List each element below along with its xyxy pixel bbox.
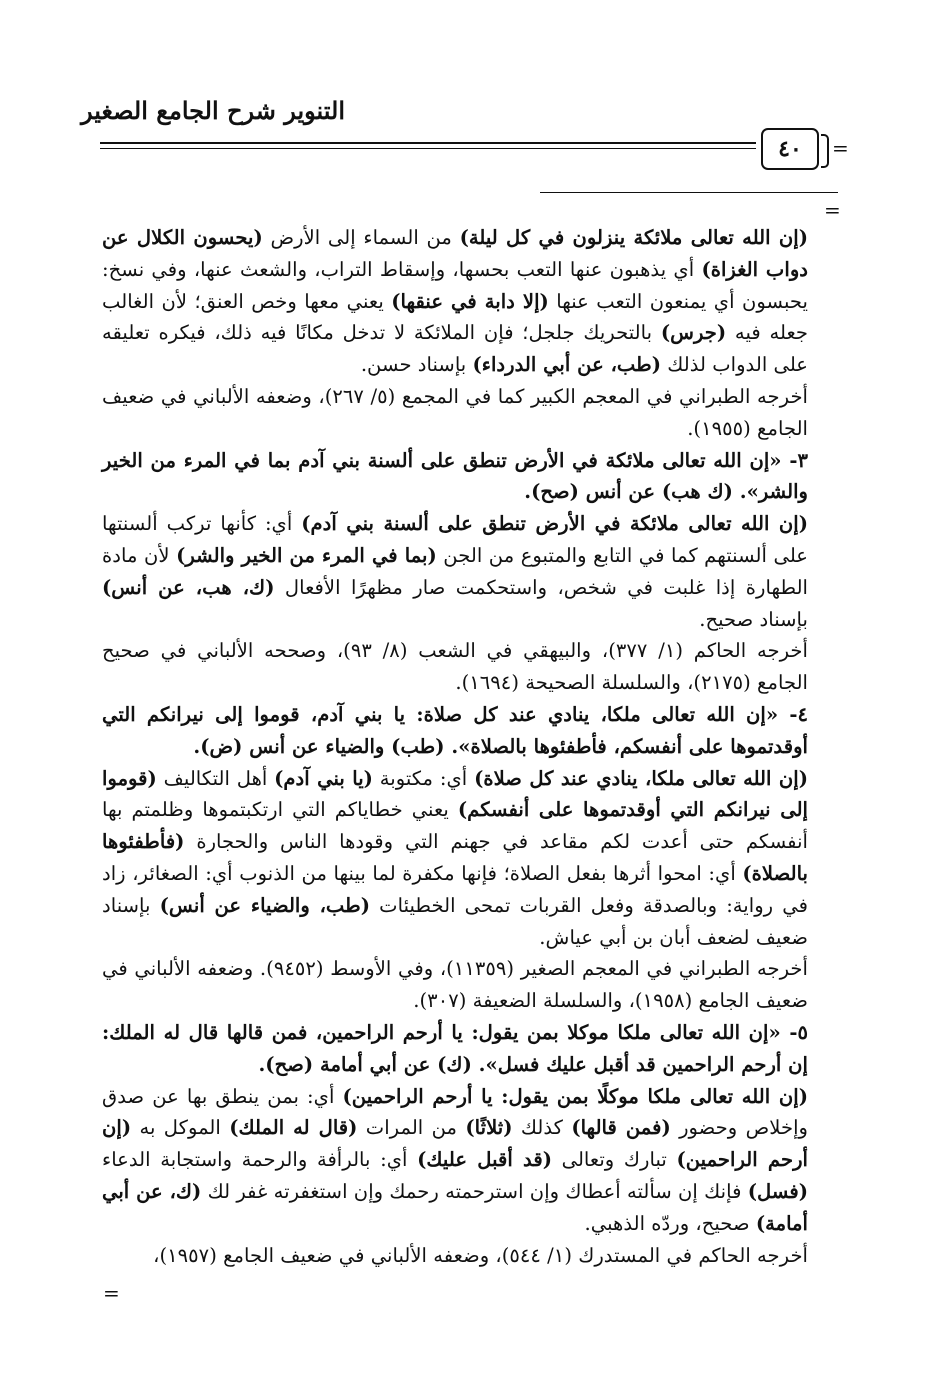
hadith-quote: (يحسون الكلال عن دواب الغزاة)	[102, 226, 809, 281]
commentary-span: بإسناد ضعيف لضعف أبان بن أبي عياش.	[102, 893, 808, 949]
commentary-span: أهل التكاليف	[156, 766, 275, 790]
hadith-quote: (ك، هب، عن أنس)	[102, 575, 275, 599]
text-paragraph	[102, 699, 808, 763]
footer-continuation-mark: =	[103, 1281, 120, 1305]
hadith-quote: (إن الله تعالى ملكا، ينادي عند كل صلاة)	[474, 766, 808, 790]
hadith-quote: (قد أقبل عليك)	[417, 1148, 552, 1172]
text-paragraph	[102, 953, 808, 1017]
header-rule-bottom	[100, 148, 756, 149]
commentary-span: من السماء إلى الأرض	[262, 226, 460, 249]
header-continuation-mark: =	[832, 136, 849, 160]
top-continuation-mark: =	[824, 198, 841, 222]
header-rule-top	[100, 142, 756, 144]
hadith-quote: (إن الله تعالى ملائكة في الأرض تنطق على ألسنة بني آدم)	[301, 512, 808, 536]
commentary-span: بإسناد صحيح.	[699, 607, 808, 631]
commentary-span: بإسناد حسن.	[360, 353, 473, 377]
hadith-quote: (بما في المرء من الخير والشر)	[176, 543, 437, 567]
hadith-quote: (فسل)	[747, 1179, 808, 1203]
text-paragraph	[102, 222, 808, 381]
hadith-quote: (إن أرحم الراحمين)	[102, 1116, 808, 1172]
commentary-span: يعني معها وخص العنق؛ لأن الغالب جعله فيه	[102, 289, 809, 345]
commentary-span: أي: بمن ينطق بها عن صدق وإخلاص وحضور	[102, 1084, 809, 1140]
commentary-span: يعني خطاياكم التي ارتكبتموها وظلمتم بها أنفسكم حتى أعدت لكم مقاعد في جهنم التي وقودها الناس والحجارة	[102, 798, 808, 854]
text-paragraph	[102, 1081, 808, 1240]
commentary-span: أي: كأنها تركب ألسنتها على ألسنتهم كما في التابع والمتبوع من الجن	[102, 512, 808, 567]
hadith-quote: ٥- «إن الله تعالى ملكا موكلا بمن يقول: يا أرحم الراحمين، فمن قالها قال له الملك: إن أرحم الراحمين قد أقبل عليك فسل». (ك) عن أبي أمامة (صح).	[102, 1020, 808, 1076]
hadith-quote: (يا بني آدم)	[274, 766, 373, 790]
text-paragraph	[102, 381, 808, 445]
hadith-quote: (جرس)	[660, 321, 727, 345]
hadith-quote: (فأطفئوها بالصلاة)	[102, 830, 808, 885]
commentary-span: بالتحريك جلجل؛ فإن الملائكة لا تدخل مكانًا فيه ذلك، فيكره تعليقه على الدواب لذلك	[102, 321, 808, 377]
hadith-quote: (ك، عن أبي أمامة)	[102, 1179, 808, 1235]
hadith-quote: ٤- «إن الله تعالى ملكا، ينادي عند كل صلاة: يا بني آدم، قوموا إلى نيرانكم التي أوقدتموها على أنفسكم، فأطفئوها بالصلاة». (طب) والضياء عن أنس (ض).	[102, 702, 808, 758]
commentary-span: أي يذهبون عنها التعب بحسها، وإسقاط التراب، والشعث عنها، وفي نسخ: يحبسون أي يمنعون التعب عنها	[102, 257, 809, 313]
running-header-title: التنوير شرح الجامع الصغير	[81, 96, 345, 125]
text-paragraph	[102, 1240, 808, 1272]
text-paragraph	[102, 1017, 808, 1081]
hadith-quote: (إن الله تعالى ملكا موكلًا بمن يقول: يا أرحم الراحمين)	[342, 1084, 808, 1108]
hadith-quote: (إلا دابة في عنقها)	[391, 289, 549, 313]
hadith-quote: (طب، عن أبي الدرداء)	[472, 353, 662, 377]
commentary-span: الموكل به	[131, 1116, 230, 1140]
commentary-span: فإنك إن سألته أعطاك وإن استرحمته رحمك وإن استغفرته غفر لك	[201, 1179, 748, 1203]
commentary-text	[102, 222, 808, 1271]
commentary-span: لأن مادة الطهارة إذا غلبت في شخص، واستحكمت صار مظهرًا الأفعال	[102, 543, 808, 599]
page-number: ٤٠	[778, 136, 802, 162]
hadith-quote: ٣- «إن الله تعالى ملائكة في الأرض تنطق على ألسنة بني آدم بما في المرء من الخير والشر». (ك هب) عن أنس (صح).	[102, 448, 808, 504]
hadith-quote: (فمن قالها)	[571, 1116, 671, 1140]
commentary-span: أخرجه الحاكم في المستدرك (١/ ٥٤٤)، وضعفه الألباني في ضعيف الجامع (١٩٥٧)،	[153, 1243, 808, 1267]
commentary-span: أي: مكتوبة	[372, 766, 475, 790]
commentary-span: كذلك	[512, 1116, 572, 1140]
text-paragraph	[102, 445, 808, 509]
text-paragraph	[102, 508, 808, 635]
commentary-span: أخرجه الحاكم (١/ ٣٧٧)، والبيهقي في الشعب (٨/ ٩٣)، وصححه الألباني في صحيح الجامع (٢١٧٥)، والسلسلة الصحيحة (١٦٩٤).	[102, 639, 808, 695]
commentary-span: أي: امحوا أثرها بفعل الصلاة؛ فإنها مكفرة لما بينها من الذنوب أي: الصغائر، زاد في رواية: وبالصدقة وفعل القربات تمحى الخطيئات	[102, 861, 808, 917]
commentary-span: أخرجه الطبراني في المعجم الصغير (١١٣٥٩)، وفي الأوسط (٩٤٥٢). وضعفه الألباني في ضعيف الجامع (١٩٥٨)، والسلسلة الضعيفة (٣٠٧).	[102, 957, 808, 1013]
commentary-span: من المرات	[357, 1116, 466, 1140]
page-number-box	[761, 128, 819, 170]
text-paragraph	[102, 635, 808, 699]
section-divider	[540, 192, 838, 193]
text-paragraph	[102, 763, 808, 954]
commentary-span: أي: بالرأفة والرحمة واستجابة الدعاء	[102, 1148, 418, 1172]
commentary-span: تبارك وتعالى	[551, 1148, 677, 1172]
hadith-quote: (طب، والضياء عن أنس)	[159, 893, 370, 917]
commentary-span: صحيح، وردّه الذهبي.	[584, 1211, 756, 1235]
hadith-quote: (قال له الملك)	[229, 1116, 358, 1140]
hadith-quote: (ثلاثًا)	[465, 1116, 513, 1140]
hadith-quote: (إن الله تعالى ملائكة ينزلون في كل ليلة)	[459, 226, 808, 249]
commentary-span: أخرجه الطبراني في المعجم الكبير كما في المجمع (٥/ ٢٦٧)، وضعفه الألباني في ضعيف الجامع (١٩٥٥).	[102, 384, 809, 440]
hadith-quote: (قوموا إلى نيرانكم التي أوقدتموها على أنفسكم)	[102, 766, 808, 822]
